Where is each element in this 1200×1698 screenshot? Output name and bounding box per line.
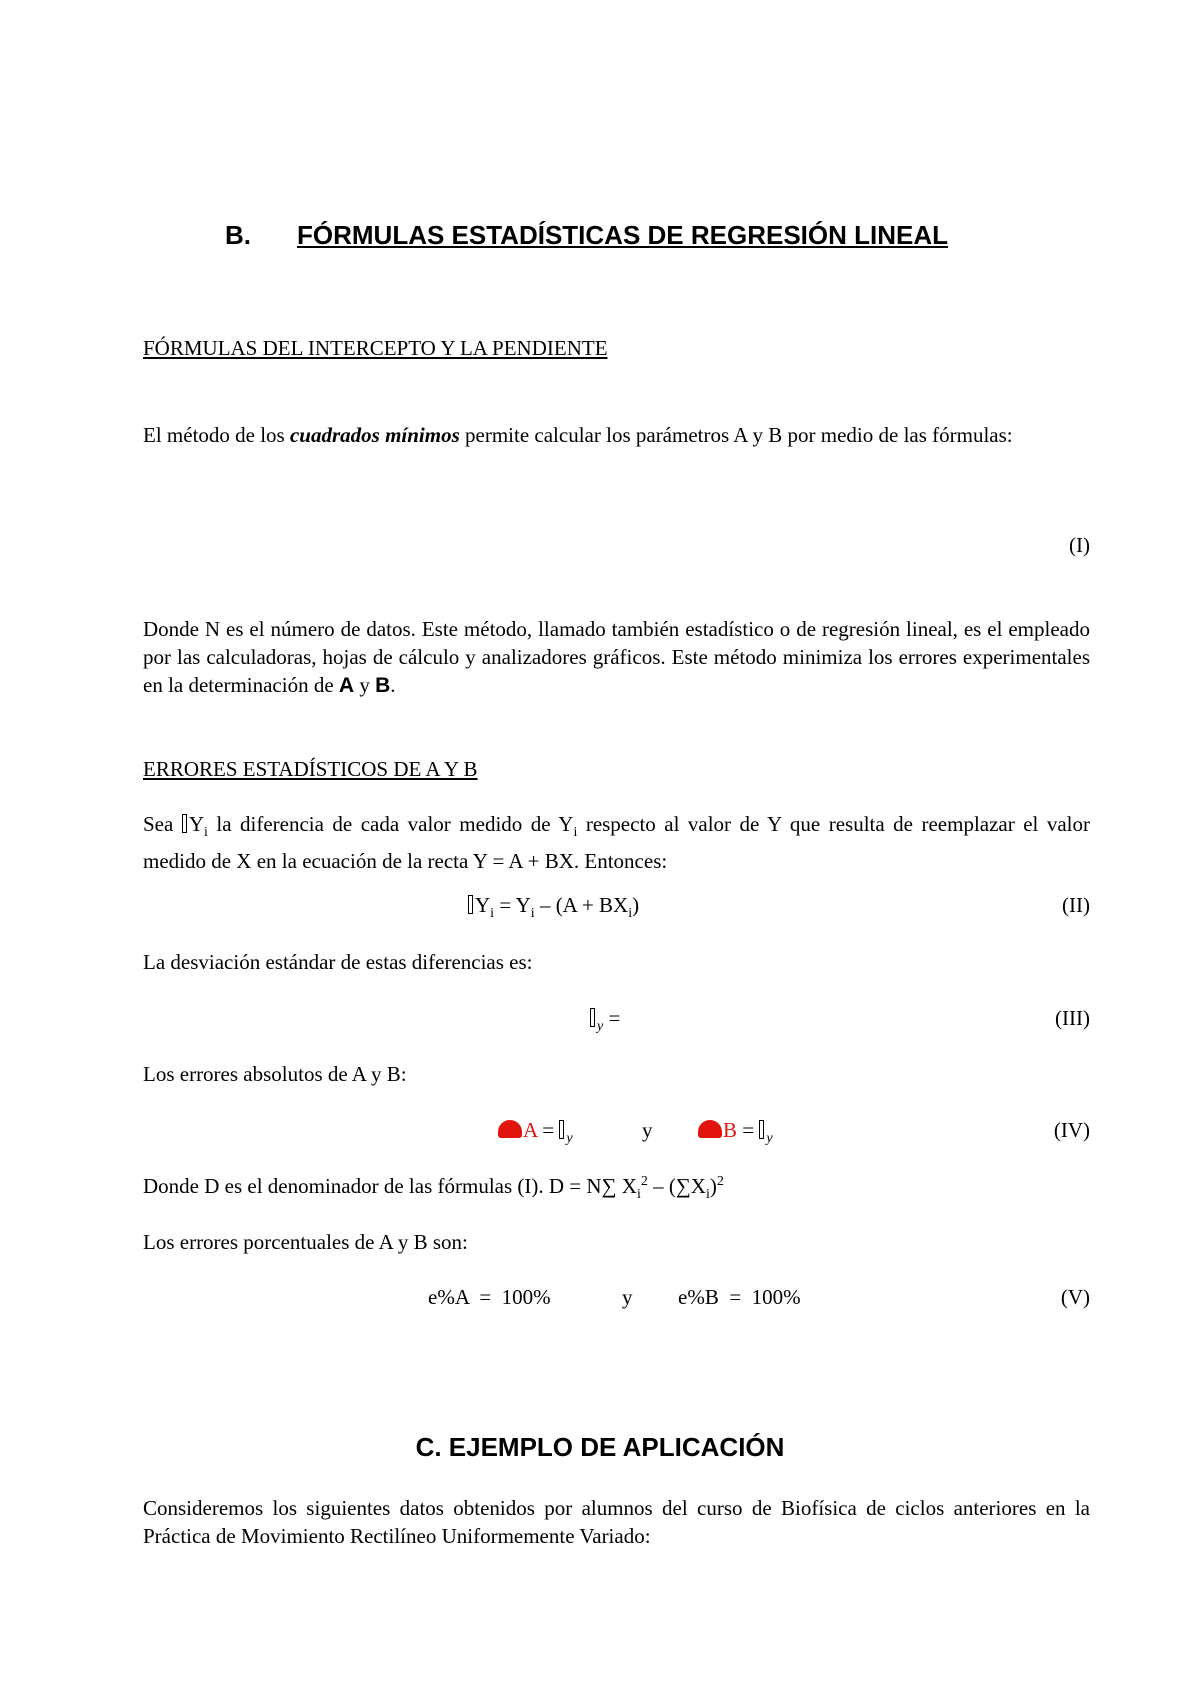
p3-mid2: respecto al valor de Y que resulta de reemplazar el valor medido de X en la ecuación de la recta Y = A + BX. Entonces: bbox=[143, 812, 1091, 874]
paragraph-percentage-errors: Los errores porcentuales de A y B son: bbox=[143, 1230, 468, 1254]
p2-b: B bbox=[375, 674, 391, 697]
eq2-close: ) bbox=[632, 893, 640, 917]
section-b-letter: B. bbox=[225, 220, 251, 250]
sigma-symbol-icon bbox=[759, 1120, 764, 1139]
paragraph-absolute-errors: Los errores absolutos de A y B: bbox=[143, 1062, 407, 1086]
p6-sub-i: i bbox=[636, 1187, 641, 1203]
p2-and: y bbox=[354, 673, 376, 697]
eq2-sub-i-2: i bbox=[530, 906, 535, 922]
p1-emphasis: cuadrados mínimos bbox=[289, 423, 460, 447]
paragraph-least-squares bbox=[143, 421, 1090, 449]
equation-v-left: e%A = 100% bbox=[428, 1285, 551, 1309]
eq2-eq: = Y bbox=[494, 893, 531, 917]
eq4-b: B bbox=[723, 1118, 738, 1142]
equation-v-conj: y bbox=[622, 1285, 633, 1309]
paragraph-deviation-definition bbox=[143, 810, 1090, 875]
delta-red-icon bbox=[498, 1120, 522, 1138]
paragraph-method-description bbox=[143, 615, 1090, 700]
eq4-sub-y-2: y bbox=[766, 1131, 773, 1147]
equation-iv-conj: y bbox=[642, 1118, 653, 1142]
p3-sub-i-2: i bbox=[573, 825, 578, 841]
sigma-symbol-icon bbox=[559, 1120, 564, 1139]
paragraph-std-deviation: La desviación estándar de estas diferencias es: bbox=[143, 950, 533, 974]
delta-red-icon bbox=[698, 1120, 722, 1138]
equation-iv-a bbox=[498, 1118, 573, 1147]
paragraph-denominator bbox=[143, 1174, 724, 1203]
eq2-y: Y bbox=[475, 893, 491, 917]
subheading-statistical-errors: ERRORES ESTADÍSTICOS DE A Y B bbox=[143, 757, 478, 781]
equation-iii bbox=[590, 1006, 620, 1035]
p1-text-post: permite calcular los parámetros A y B por medio de las fórmulas: bbox=[459, 423, 1013, 447]
p2-text: Donde N es el número de datos. Este método, llamado también estadístico o de regresión lineal, es el empleado por las calculadoras, hojas de cálculo y analizadores gráficos. Este método minimiza los errores experimentales en la determinación de bbox=[143, 617, 1090, 697]
eq2-sub-i: i bbox=[490, 906, 495, 922]
eq4-eq: = bbox=[537, 1118, 560, 1142]
eq2-sub-i-3: i bbox=[628, 906, 633, 922]
equation-label-ii: (II) bbox=[1062, 893, 1090, 917]
eq3-sub-y: y bbox=[597, 1019, 604, 1035]
equation-ii bbox=[468, 893, 639, 922]
p3-yi: Y bbox=[188, 812, 204, 836]
eq2-minus: – (A + BX bbox=[534, 893, 629, 917]
p3-pre: Sea bbox=[143, 812, 182, 836]
p3-mid1: la diferencia de cada valor medido de Y bbox=[207, 812, 574, 836]
equation-label-v: (V) bbox=[1060, 1285, 1090, 1309]
delta-symbol-icon bbox=[468, 895, 473, 914]
p6-sup-2-2: 2 bbox=[716, 1174, 724, 1189]
eq3-eq: = bbox=[603, 1006, 621, 1030]
section-b-title: FÓRMULAS ESTADÍSTICAS DE REGRESIÓN LINEAL bbox=[297, 220, 948, 250]
p2-end: . bbox=[390, 673, 396, 697]
p6-sup-2: 2 bbox=[640, 1174, 648, 1189]
eq4-sub-y: y bbox=[566, 1131, 573, 1147]
p2-a: A bbox=[338, 674, 355, 697]
paragraph-example-intro: Consideremos los siguientes datos obtenidos por alumnos del curso de Biofísica de ciclos anteriores en la Práctica de Movimiento Rectilíneo Uniformemente Variado: bbox=[143, 1496, 1090, 1548]
sigma-symbol-icon bbox=[590, 1008, 595, 1027]
eq4-a: A bbox=[523, 1118, 538, 1142]
p6-sub-i-2: i bbox=[705, 1187, 710, 1203]
p6-mid: – (∑X bbox=[647, 1174, 706, 1198]
subheading-intercept-slope: FÓRMULAS DEL INTERCEPTO Y LA PENDIENTE bbox=[143, 336, 608, 360]
eq4-eq2: = bbox=[737, 1118, 760, 1142]
p6-pre: Donde D es el denominador de las fórmulas (I). D = N∑ X bbox=[143, 1174, 637, 1198]
p3-sub-i: i bbox=[203, 825, 208, 841]
equation-iv-b bbox=[698, 1118, 773, 1147]
p6-close: ) bbox=[709, 1174, 717, 1198]
delta-symbol-icon bbox=[182, 814, 187, 833]
equation-v-right: e%B = 100% bbox=[678, 1285, 801, 1309]
section-c-title: C. EJEMPLO DE APLICACIÓN bbox=[415, 1432, 785, 1462]
p1-text-pre: El método de los bbox=[143, 423, 290, 447]
equation-label-iii: (III) bbox=[1055, 1006, 1090, 1030]
equation-label-iv: (IV) bbox=[1053, 1118, 1090, 1142]
equation-label-i: (I) bbox=[1069, 533, 1090, 557]
